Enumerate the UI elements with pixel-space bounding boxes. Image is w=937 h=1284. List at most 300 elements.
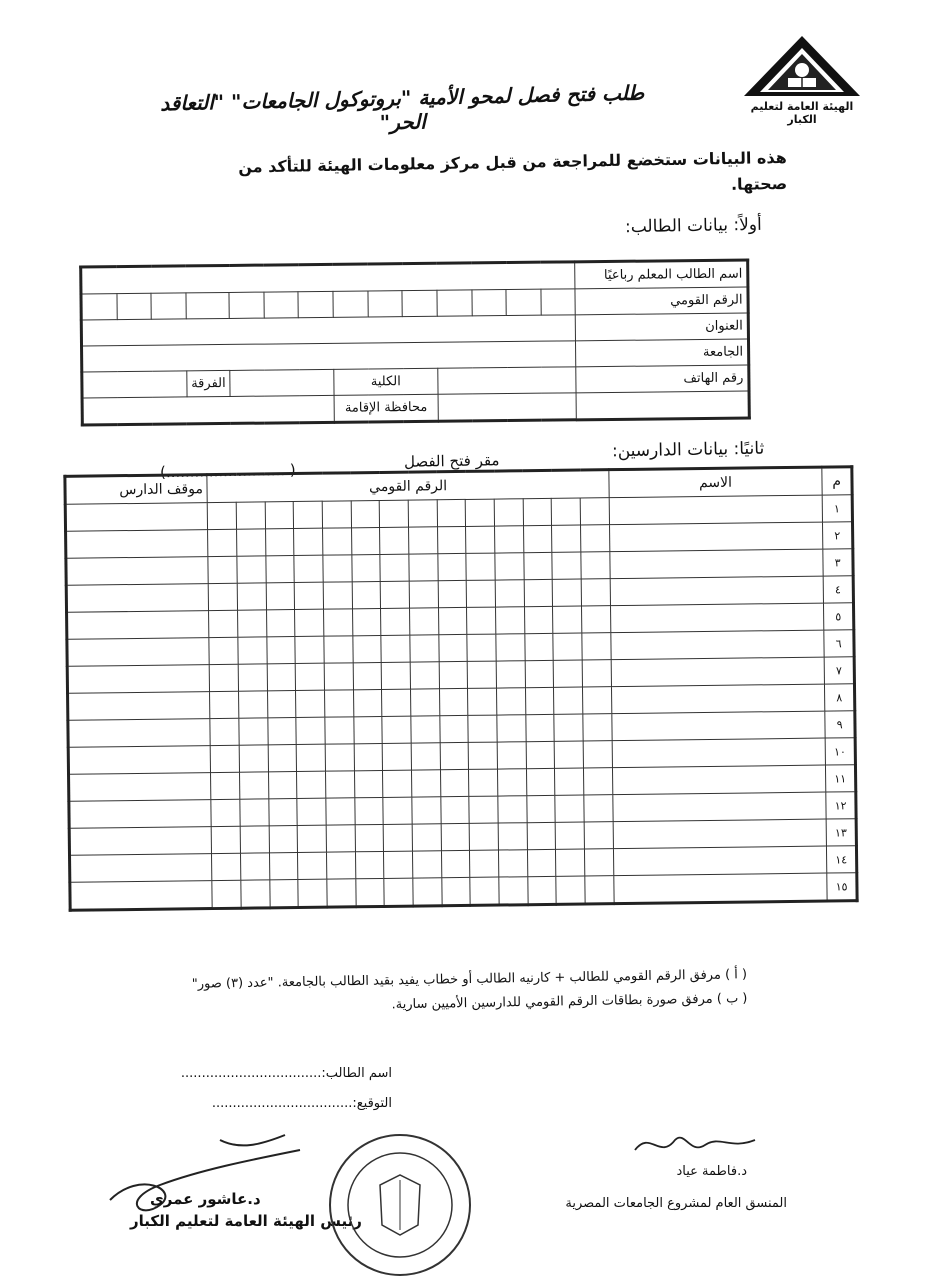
national-id-digit-cell[interactable] <box>351 500 380 527</box>
national-id-digit-cell[interactable] <box>524 606 553 633</box>
national-id-digit-cell[interactable] <box>556 849 585 876</box>
national-id-digit-cell[interactable] <box>497 688 526 715</box>
national-id-digit-cell[interactable] <box>528 876 557 904</box>
national-id-digit-cell[interactable] <box>582 660 611 687</box>
national-id-digit-cell[interactable] <box>381 581 410 608</box>
national-id-digit-cell[interactable] <box>552 552 581 579</box>
governorate-label: محافظة الإقامة <box>334 394 438 422</box>
national-id-digit-cell[interactable] <box>268 745 297 772</box>
national-id-digit-cell[interactable] <box>384 878 413 906</box>
national-id-digit-cell[interactable] <box>327 879 356 907</box>
learner-name-cell[interactable] <box>612 738 826 768</box>
national-id-digit-cell[interactable] <box>496 634 525 661</box>
learner-status-cell[interactable] <box>68 719 211 748</box>
official-stamp <box>320 1130 480 1280</box>
learners-table <box>63 465 858 912</box>
national-id-digit-cell[interactable] <box>499 850 528 877</box>
national-id-digit-cell[interactable] <box>382 662 411 689</box>
national-id-digit-cell[interactable] <box>295 609 324 636</box>
national-id-digit-cell[interactable] <box>296 663 325 690</box>
governorate-field-blank[interactable] <box>438 393 576 421</box>
row-number: ١١ <box>826 765 856 792</box>
row-number: ١٤ <box>827 846 857 873</box>
national-id-digit-cell[interactable] <box>526 741 555 768</box>
national-id-digit-cell[interactable] <box>470 850 499 877</box>
national-id-digit-cell[interactable] <box>496 607 525 634</box>
national-id-digit-cell[interactable] <box>324 663 353 690</box>
national-id-digit-cell[interactable] <box>438 553 467 580</box>
national-id-digit-cell[interactable] <box>267 637 296 664</box>
national-id-digit-cell[interactable] <box>585 849 614 876</box>
national-id-digit-cell[interactable] <box>353 635 382 662</box>
national-id-digit-cell[interactable] <box>211 772 240 799</box>
intro-note: هذه البيانات ستخضع للمراجعة من قبل مركز معلومات الهيئة للتأكد من صحتها. <box>238 147 788 194</box>
national-id-digit-cell[interactable] <box>556 822 585 849</box>
right-signatory-name: د.فاطمة عياد <box>676 1164 747 1179</box>
national-id-digit-cell[interactable] <box>555 768 584 795</box>
national-id-digit-cell[interactable] <box>439 688 468 715</box>
learner-status-cell[interactable] <box>67 665 210 694</box>
national-id-digit-cell[interactable] <box>240 772 269 799</box>
national-id-digit-cell[interactable] <box>355 851 384 878</box>
national-id-digit-cell[interactable] <box>553 579 582 606</box>
national-id-digit-cell[interactable] <box>381 635 410 662</box>
national-id-digit-cell[interactable] <box>237 556 266 583</box>
national-id-digit-cell[interactable] <box>295 582 324 609</box>
national-id-digit-cell[interactable] <box>266 610 295 637</box>
national-id-digit-cell[interactable] <box>412 824 441 851</box>
national-id-digit-cell[interactable] <box>469 796 498 823</box>
national-id-digit-cell[interactable] <box>208 529 237 556</box>
national-id-digit-cell[interactable] <box>584 768 613 795</box>
national-id-digit-cell[interactable] <box>583 741 612 768</box>
learner-status-cell[interactable] <box>70 854 213 883</box>
national-id-digit-cell[interactable] <box>354 770 383 797</box>
national-id-digit-cell[interactable] <box>298 879 327 907</box>
national-id-digit-cell[interactable] <box>442 877 471 905</box>
student-name-line <box>181 1066 392 1081</box>
national-id-digit-cell[interactable] <box>583 687 612 714</box>
learner-status-cell[interactable] <box>70 881 213 911</box>
national-id-digit-cell[interactable] <box>298 291 333 317</box>
national-id-digit-cell[interactable] <box>525 633 554 660</box>
row-number: ٥ <box>824 603 854 630</box>
student-phone-field[interactable] <box>438 367 576 394</box>
level-label: الفرقة <box>187 370 231 396</box>
student-name-dots[interactable]: .................................. <box>180 1066 322 1081</box>
national-id-digit-cell[interactable] <box>412 770 441 797</box>
national-id-digit-cell[interactable] <box>467 634 496 661</box>
national-id-digit-cell[interactable] <box>380 500 409 527</box>
national-id-digit-cell[interactable] <box>440 715 469 742</box>
national-id-digit-cell[interactable] <box>209 583 238 610</box>
left-signatory-org: رئيس الهيئة العامة لتعليم الكبار <box>130 1212 362 1230</box>
national-id-digit-cell[interactable] <box>440 742 469 769</box>
national-id-digit-cell[interactable] <box>582 633 611 660</box>
learner-name-cell[interactable] <box>611 657 825 687</box>
row-number: ٦ <box>824 630 854 657</box>
national-id-digit-cell[interactable] <box>333 291 368 317</box>
national-id-digit-cell[interactable] <box>438 607 467 634</box>
row-number: ٧ <box>824 657 854 684</box>
national-id-digit-cell[interactable] <box>383 743 412 770</box>
national-id-digit-cell[interactable] <box>556 876 585 904</box>
national-id-digit-cell[interactable] <box>297 798 326 825</box>
national-id-digit-cell[interactable] <box>523 498 552 525</box>
student-name-sign-label: اسم الطالب: <box>321 1066 392 1081</box>
national-id-digit-cell[interactable] <box>270 880 299 908</box>
national-id-digit-cell[interactable] <box>297 744 326 771</box>
national-id-digit-cell[interactable] <box>268 718 297 745</box>
national-id-digit-cell[interactable] <box>525 660 554 687</box>
national-id-digit-cell[interactable] <box>524 579 553 606</box>
national-id-digit-cell[interactable] <box>581 525 610 552</box>
national-id-digit-cell[interactable] <box>440 769 469 796</box>
national-id-digit-cell[interactable] <box>380 527 409 554</box>
learner-status-cell[interactable] <box>69 773 212 802</box>
left-signatory-name: د.عاشور عمري <box>150 1190 261 1208</box>
national-id-digit-cell[interactable] <box>582 606 611 633</box>
national-id-digit-cell[interactable] <box>467 580 496 607</box>
national-id-digit-cell[interactable] <box>381 608 410 635</box>
national-id-digit-cell[interactable] <box>383 770 412 797</box>
national-id-digit-cell[interactable] <box>356 878 385 906</box>
student-governorate-row <box>82 391 749 425</box>
national-id-digit-cell[interactable] <box>229 292 264 318</box>
national-id-digit-cell[interactable] <box>471 290 506 316</box>
national-id-digit-cell[interactable] <box>325 690 354 717</box>
national-id-digit-cell[interactable] <box>354 716 383 743</box>
national-id-digit-cell[interactable] <box>466 526 495 553</box>
faculty-field[interactable] <box>230 369 334 396</box>
form-title: طلب فتح فصل لمحو الأمية "بروتوكول الجامعات" "التعاقد الحر" <box>159 80 645 135</box>
national-id-digit-cell[interactable] <box>186 292 230 318</box>
national-id-digit-cell[interactable] <box>554 660 583 687</box>
national-id-digit-cell[interactable] <box>326 825 355 852</box>
learner-name-cell[interactable] <box>612 711 826 741</box>
national-id-digit-cell[interactable] <box>585 876 614 904</box>
note-a: ( أ ) مرفق الرقم القومي للطالب + كارنيه الطالب أو خطاب يفيد بقيد الطالب بالجامعة. "عدد (٣) صور" <box>191 967 747 992</box>
national-id-digit-cell[interactable] <box>322 501 351 528</box>
national-id-digit-cell[interactable] <box>410 635 439 662</box>
learner-name-cell[interactable] <box>610 549 824 579</box>
national-id-digit-cell[interactable] <box>326 798 355 825</box>
national-id-digit-cell[interactable] <box>495 526 524 553</box>
learner-name-cell[interactable] <box>614 873 828 904</box>
column-header-status: موقف الدارس <box>65 475 208 505</box>
national-id-digit-cell[interactable] <box>438 580 467 607</box>
national-id-digit-cell[interactable] <box>151 293 186 319</box>
learner-name-cell[interactable] <box>611 684 825 714</box>
national-id-digit-cell[interactable] <box>265 529 294 556</box>
national-id-digit-cell[interactable] <box>380 554 409 581</box>
national-id-digit-cell[interactable] <box>552 498 581 525</box>
national-id-digit-cell[interactable] <box>212 826 241 853</box>
national-id-digit-cell[interactable] <box>581 552 610 579</box>
national-id-digit-cell[interactable] <box>296 717 325 744</box>
national-id-digit-cell[interactable] <box>402 290 437 316</box>
national-id-digit-cell[interactable] <box>323 528 352 555</box>
national-id-digit-cell[interactable] <box>352 554 381 581</box>
national-id-digit-cell[interactable] <box>81 294 117 320</box>
national-id-digit-cell[interactable] <box>238 637 267 664</box>
learner-name-cell[interactable] <box>610 603 824 633</box>
national-id-digit-cell[interactable] <box>209 637 238 664</box>
national-id-digit-cell[interactable] <box>383 797 412 824</box>
national-id-digit-cell[interactable] <box>294 501 323 528</box>
national-id-digit-cell[interactable] <box>208 556 237 583</box>
national-id-digit-cell[interactable] <box>526 768 555 795</box>
national-id-digit-cell[interactable] <box>382 689 411 716</box>
national-id-digit-cell[interactable] <box>325 744 354 771</box>
national-id-digit-cell[interactable] <box>294 528 323 555</box>
national-id-digit-cell[interactable] <box>527 795 556 822</box>
row-number: ٤ <box>823 576 853 603</box>
national-id-digit-cell[interactable] <box>208 502 237 529</box>
national-id-digit-cell[interactable] <box>411 689 440 716</box>
national-id-digit-cell[interactable] <box>494 499 523 526</box>
national-id-digit-cell[interactable] <box>409 581 438 608</box>
national-id-digit-cell[interactable] <box>496 661 525 688</box>
learner-name-cell[interactable] <box>612 765 826 795</box>
national-id-digit-cell[interactable] <box>469 769 498 796</box>
national-id-digit-cell[interactable] <box>210 691 239 718</box>
learner-status-cell[interactable] <box>66 557 209 586</box>
national-id-digit-cell[interactable] <box>441 823 470 850</box>
national-id-digit-cell[interactable] <box>211 799 240 826</box>
national-id-digit-cell[interactable] <box>467 607 496 634</box>
national-id-digit-cell[interactable] <box>497 715 526 742</box>
national-id-digit-cell[interactable] <box>238 664 267 691</box>
learner-status-cell[interactable] <box>68 692 211 721</box>
learner-status-cell[interactable] <box>69 800 212 829</box>
national-id-digit-cell[interactable] <box>495 553 524 580</box>
national-id-digit-cell[interactable] <box>468 688 497 715</box>
national-id-digit-cell[interactable] <box>239 745 268 772</box>
national-id-digit-cell[interactable] <box>298 852 327 879</box>
learner-status-cell[interactable] <box>68 746 211 775</box>
column-header-name: الاسم <box>609 467 823 498</box>
row-number: ١٠ <box>825 738 855 765</box>
column-header-national-id: الرقم القومي <box>207 470 609 503</box>
learner-name-cell[interactable] <box>610 576 824 606</box>
national-id-digit-cell[interactable] <box>117 293 152 319</box>
national-id-digit-cell[interactable] <box>527 849 556 876</box>
national-id-digit-cell[interactable] <box>541 289 576 315</box>
national-id-digit-cell[interactable] <box>236 502 265 529</box>
national-id-digit-cell[interactable] <box>268 772 297 799</box>
student-name-label: اسم الطالب المعلم رباعيًا <box>575 260 748 289</box>
national-id-digit-cell[interactable] <box>327 852 356 879</box>
learner-status-cell[interactable] <box>66 530 209 559</box>
national-id-digit-cell[interactable] <box>211 745 240 772</box>
national-id-digit-cell[interactable] <box>382 716 411 743</box>
national-id-digit-cell[interactable] <box>498 796 527 823</box>
national-id-digit-cell[interactable] <box>555 741 584 768</box>
national-id-digit-cell[interactable] <box>468 715 497 742</box>
national-id-digit-cell[interactable] <box>410 662 439 689</box>
signature-scribble-icon <box>630 1120 760 1165</box>
national-id-digit-cell[interactable] <box>212 880 241 908</box>
row-number: ١٢ <box>826 792 856 819</box>
national-id-digit-cell[interactable] <box>353 662 382 689</box>
national-id-digit-cell[interactable] <box>355 797 384 824</box>
national-id-digit-cell[interactable] <box>241 880 270 908</box>
national-id-digit-cell[interactable] <box>552 525 581 552</box>
national-id-digit-cell[interactable] <box>266 556 295 583</box>
learner-name-cell[interactable] <box>609 522 823 552</box>
national-id-digit-cell[interactable] <box>266 583 295 610</box>
national-id-digit-cell[interactable] <box>267 691 296 718</box>
national-id-digit-cell[interactable] <box>441 850 470 877</box>
learner-name-cell[interactable] <box>611 630 825 660</box>
national-id-digit-cell[interactable] <box>352 608 381 635</box>
learner-status-cell[interactable] <box>67 638 210 667</box>
national-id-digit-cell[interactable] <box>239 691 268 718</box>
national-id-digit-cell[interactable] <box>351 527 380 554</box>
national-id-digit-cell[interactable] <box>437 526 466 553</box>
national-id-digit-cell[interactable] <box>498 769 527 796</box>
learner-status-cell[interactable] <box>66 584 209 613</box>
national-id-digit-cell[interactable] <box>584 822 613 849</box>
national-id-digit-cell[interactable] <box>523 525 552 552</box>
national-id-digit-cell[interactable] <box>580 498 609 525</box>
national-id-digit-cell[interactable] <box>296 690 325 717</box>
national-id-digit-cell[interactable] <box>466 553 495 580</box>
national-id-digit-cell[interactable] <box>325 717 354 744</box>
national-id-digit-cell[interactable] <box>581 579 610 606</box>
column-header-number: م <box>822 467 852 495</box>
national-id-digit-cell[interactable] <box>408 500 437 527</box>
national-id-digit-cell[interactable] <box>354 743 383 770</box>
section1-heading: أولاً: بيانات الطالب: <box>625 214 763 238</box>
signature-line <box>212 1096 392 1111</box>
national-id-digit-cell[interactable] <box>323 582 352 609</box>
level-field[interactable] <box>82 371 187 398</box>
national-id-digit-cell[interactable] <box>409 554 438 581</box>
national-id-digit-cell[interactable] <box>238 610 267 637</box>
national-id-digit-cell[interactable] <box>506 289 541 315</box>
national-id-digit-cell[interactable] <box>237 583 266 610</box>
learner-name-cell[interactable] <box>613 819 827 849</box>
national-id-digit-cell[interactable] <box>241 853 270 880</box>
national-id-digit-cell[interactable] <box>441 796 470 823</box>
governorate-field[interactable] <box>82 395 334 425</box>
national-id-digit-cell[interactable] <box>210 664 239 691</box>
national-id-digit-cell[interactable] <box>469 742 498 769</box>
national-id-digit-cell[interactable] <box>298 825 327 852</box>
national-id-digit-cell[interactable] <box>410 608 439 635</box>
national-id-digit-cell[interactable] <box>269 826 298 853</box>
signature-dots[interactable]: .................................. <box>211 1096 353 1111</box>
national-id-digit-cell[interactable] <box>326 771 355 798</box>
national-id-digit-cell[interactable] <box>210 718 239 745</box>
national-id-digit-cell[interactable] <box>554 687 583 714</box>
national-id-digit-cell[interactable] <box>584 795 613 822</box>
national-id-digit-cell[interactable] <box>297 771 326 798</box>
section2-heading: ثانيًا: بيانات الدارسين: <box>611 438 765 462</box>
national-id-digit-cell[interactable] <box>269 799 298 826</box>
national-id-digit-cell[interactable] <box>470 877 499 905</box>
national-id-digit-cell[interactable] <box>554 714 583 741</box>
national-id-digit-cell[interactable] <box>265 502 294 529</box>
national-id-digit-cell[interactable] <box>323 555 352 582</box>
class-location-label: مقر فتح الفصل <box>404 451 501 471</box>
national-id-digit-cell[interactable] <box>411 716 440 743</box>
organization-logo <box>740 34 864 126</box>
national-id-digit-cell[interactable] <box>384 851 413 878</box>
national-id-digit-cell[interactable] <box>412 797 441 824</box>
stamp-seal-icon <box>320 1130 480 1280</box>
national-id-digit-cell[interactable] <box>269 853 298 880</box>
faculty-label: الكلية <box>334 368 438 395</box>
national-id-digit-cell[interactable] <box>553 633 582 660</box>
national-id-digit-cell[interactable] <box>413 851 442 878</box>
national-id-digit-cell[interactable] <box>267 664 296 691</box>
national-id-digit-cell[interactable] <box>295 636 324 663</box>
class-location-field[interactable]: (..........................) <box>159 460 296 482</box>
national-id-digit-cell[interactable] <box>470 823 499 850</box>
learner-name-cell[interactable] <box>609 495 823 525</box>
national-id-digit-cell[interactable] <box>526 714 555 741</box>
learner-status-cell[interactable] <box>65 503 208 532</box>
national-id-digit-cell[interactable] <box>527 822 556 849</box>
learner-status-cell[interactable] <box>67 611 210 640</box>
national-id-digit-cell[interactable] <box>524 552 553 579</box>
national-id-digit-cell[interactable] <box>353 689 382 716</box>
national-id-digit-cell[interactable] <box>439 634 468 661</box>
national-id-digit-cell[interactable] <box>240 799 269 826</box>
national-id-digit-cell[interactable] <box>352 581 381 608</box>
national-id-digit-cell[interactable] <box>495 580 524 607</box>
national-id-digit-cell[interactable] <box>525 687 554 714</box>
national-id-digit-cell[interactable] <box>411 743 440 770</box>
note-b: ( ب ) مرفق صورة بطاقات الرقم القومي للدارسين الأميين سارية. <box>391 991 748 1013</box>
national-id-digit-cell[interactable] <box>413 878 442 906</box>
national-id-digit-cell[interactable] <box>239 718 268 745</box>
national-id-digit-cell[interactable] <box>209 610 238 637</box>
national-id-digit-cell[interactable] <box>212 853 241 880</box>
student-data-table <box>79 258 751 426</box>
learner-name-cell[interactable] <box>613 792 827 822</box>
national-id-digit-cell[interactable] <box>439 661 468 688</box>
national-id-digit-cell[interactable] <box>468 661 497 688</box>
national-id-digit-cell[interactable] <box>409 527 438 554</box>
national-id-digit-cell[interactable] <box>555 795 584 822</box>
learner-name-cell[interactable] <box>613 846 827 876</box>
national-id-digit-cell[interactable] <box>497 742 526 769</box>
national-id-digit-cell[interactable] <box>368 291 403 317</box>
national-id-digit-cell[interactable] <box>499 877 528 905</box>
national-id-digit-cell[interactable] <box>498 823 527 850</box>
national-id-digit-cell[interactable] <box>324 609 353 636</box>
student-address-label: العنوان <box>575 313 748 341</box>
national-id-digit-cell[interactable] <box>294 555 323 582</box>
national-id-digit-cell[interactable] <box>264 292 299 318</box>
learner-status-cell[interactable] <box>69 827 212 856</box>
national-id-digit-cell[interactable] <box>324 636 353 663</box>
national-id-digit-cell[interactable] <box>237 529 266 556</box>
national-id-digit-cell[interactable] <box>553 606 582 633</box>
national-id-digit-cell[interactable] <box>583 714 612 741</box>
row-number: ٩ <box>825 711 855 738</box>
national-id-digit-cell[interactable] <box>355 824 384 851</box>
national-id-digit-cell[interactable] <box>437 499 466 526</box>
national-id-digit-cell[interactable] <box>384 824 413 851</box>
national-id-digit-cell[interactable] <box>240 826 269 853</box>
national-id-digit-cell[interactable] <box>466 499 495 526</box>
national-id-digit-cell[interactable] <box>437 290 472 316</box>
